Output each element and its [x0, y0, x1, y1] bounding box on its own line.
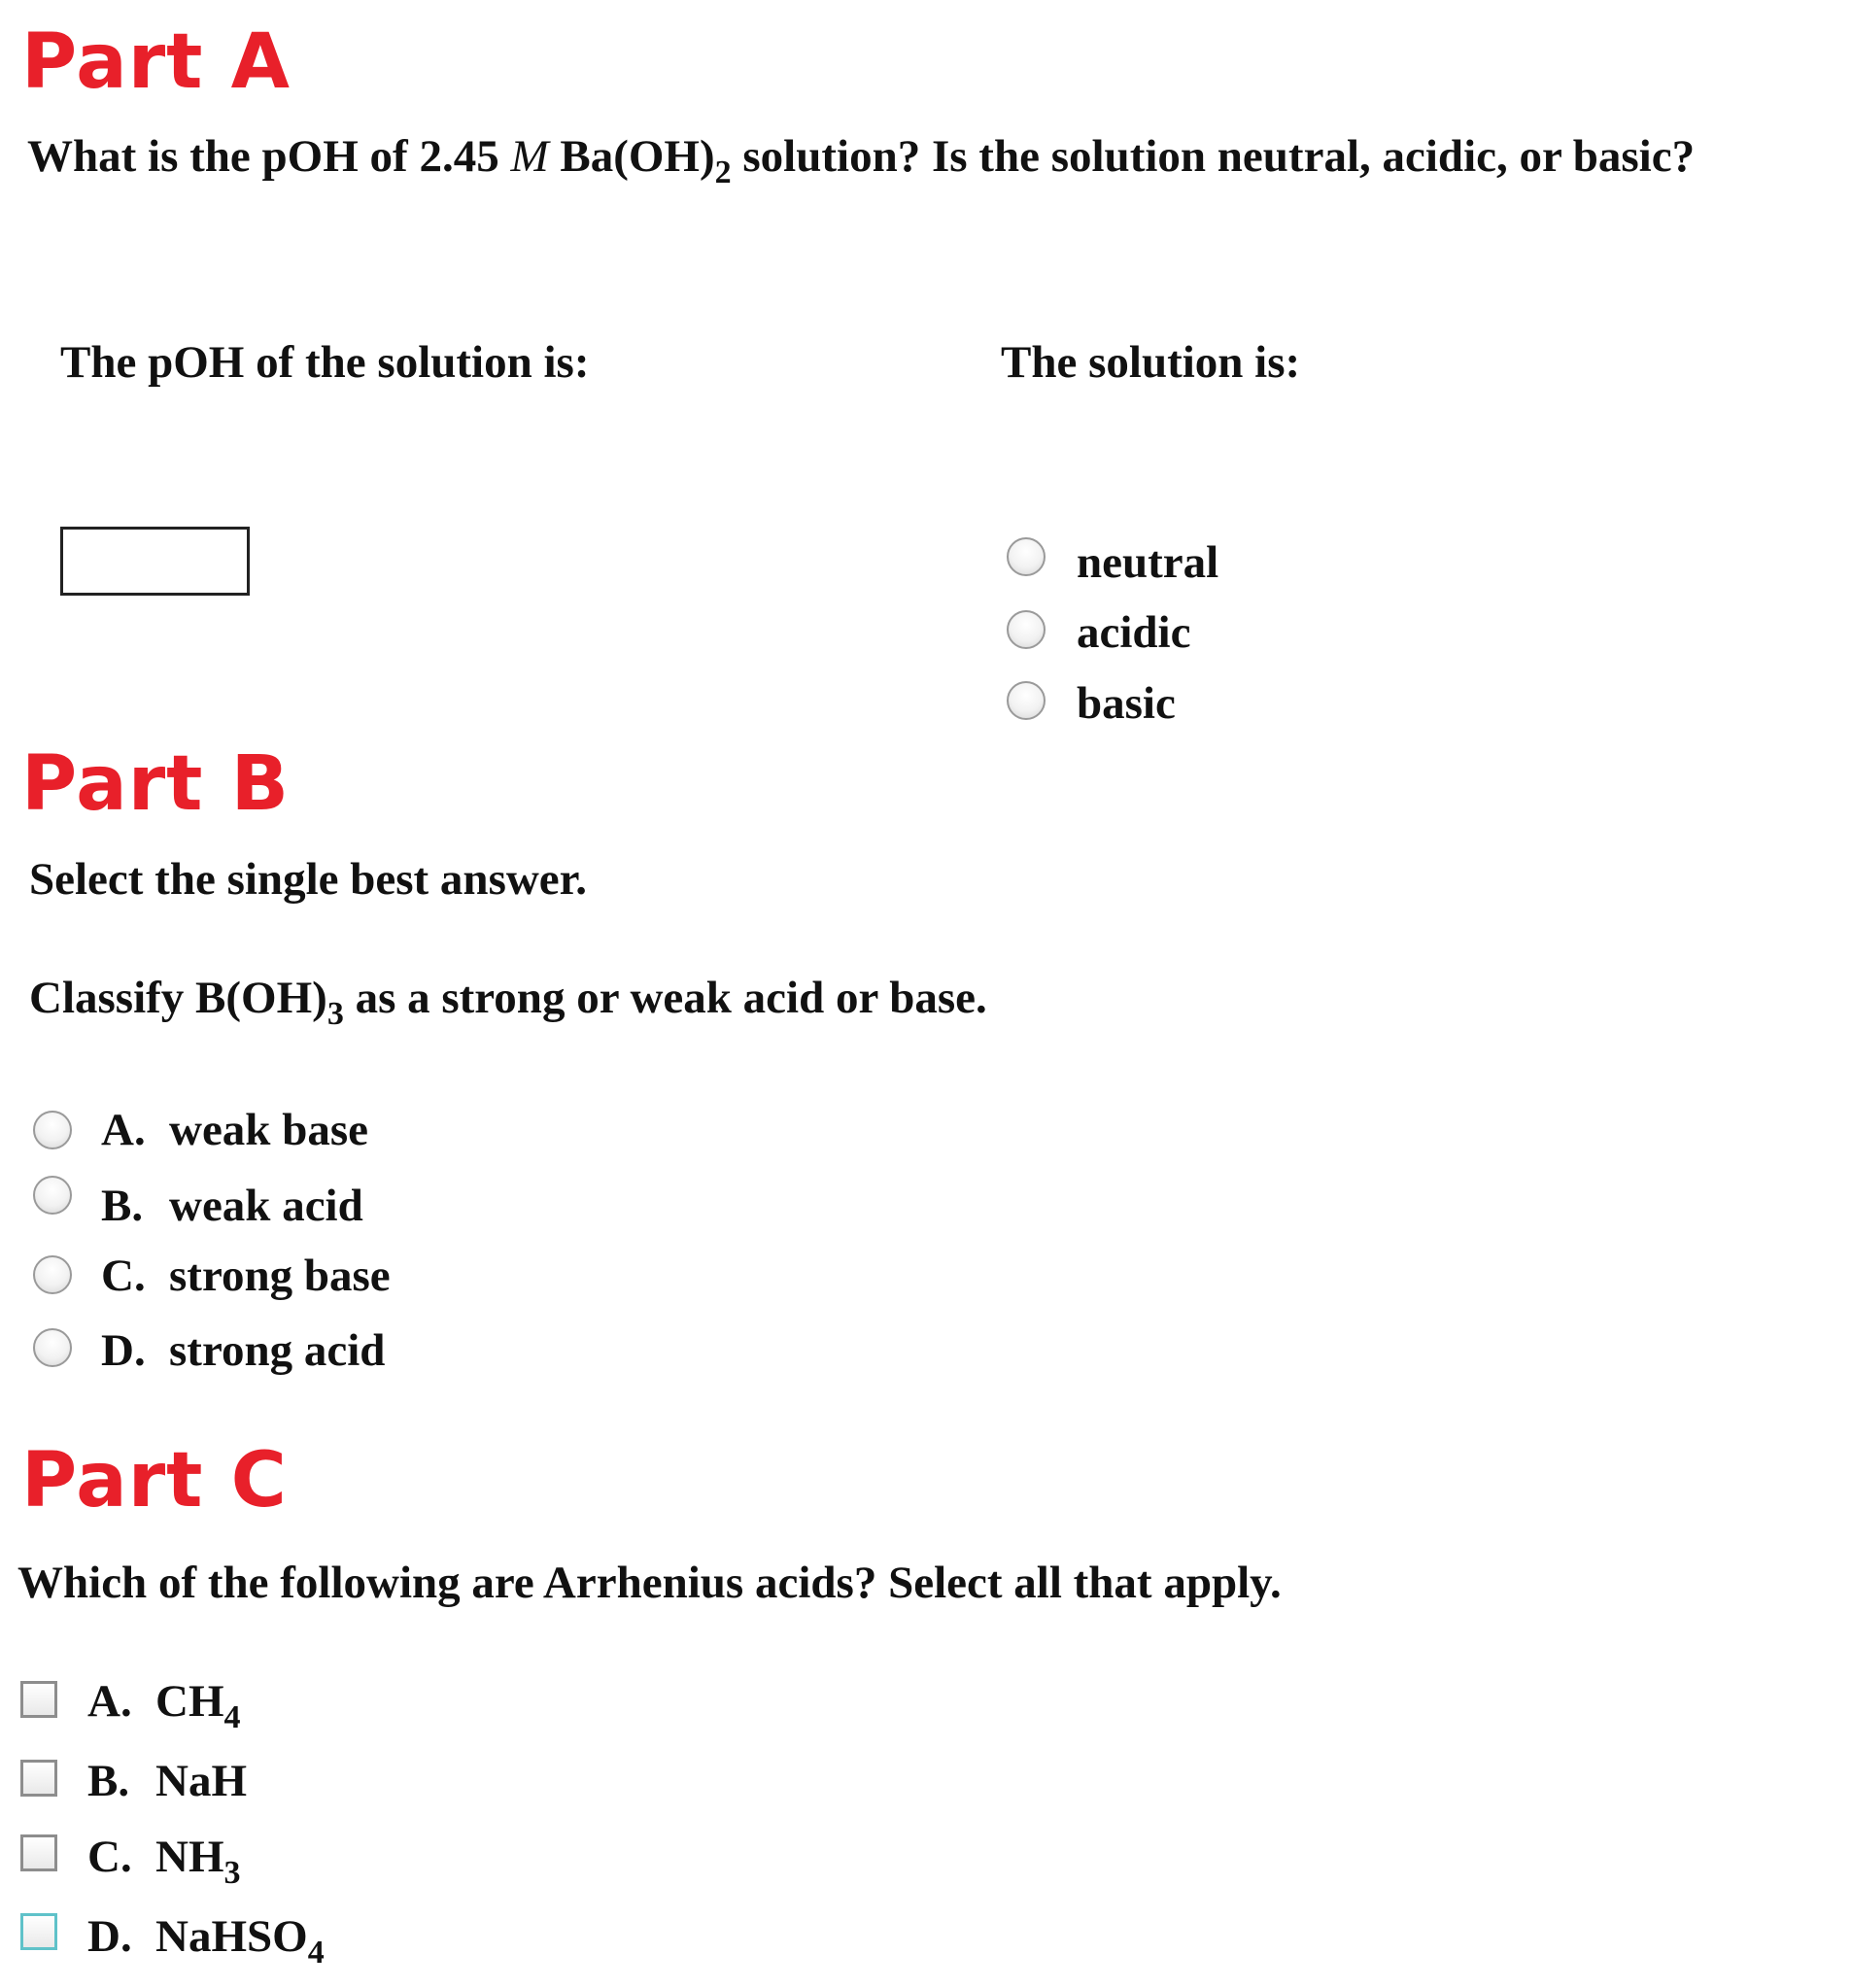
compound-name: Ba(OH)	[548, 131, 715, 182]
part-c-title: Part C	[21, 1437, 288, 1525]
option-letter: C.	[87, 1832, 132, 1882]
radio-option-b[interactable]	[33, 1176, 72, 1215]
formula-subscript: 4	[223, 1699, 241, 1735]
part-c-option-a-label	[87, 1676, 241, 1735]
radio-neutral[interactable]	[1007, 537, 1046, 576]
formula: NaH	[155, 1756, 247, 1806]
radio-option-d[interactable]	[33, 1328, 72, 1367]
formula: NH	[155, 1832, 224, 1882]
question-prefix: Classify B(OH)	[29, 973, 327, 1023]
question-prefix: What is the pOH of 2.45	[27, 131, 511, 182]
option-letter: B.	[101, 1181, 144, 1231]
checkbox-option-a[interactable]	[20, 1681, 57, 1718]
part-b-instruction: Select the single best answer.	[29, 854, 587, 905]
checkbox-option-c[interactable]	[20, 1834, 57, 1871]
checkbox-option-d[interactable]	[20, 1913, 57, 1950]
part-c-option-d-label	[87, 1911, 325, 1971]
part-c-option-c-label	[87, 1832, 241, 1891]
part-b-question	[29, 973, 987, 1032]
part-c-question: Which of the following are Arrhenius acids? Select all that apply.	[17, 1558, 1282, 1608]
radio-acidic[interactable]	[1007, 610, 1046, 649]
formula: NaHSO	[155, 1911, 308, 1962]
part-a-title: Part A	[21, 18, 291, 106]
option-letter: D.	[87, 1911, 132, 1962]
part-c-option-b-label	[87, 1756, 247, 1806]
part-b-title: Part B	[21, 740, 291, 828]
radio-option-c[interactable]	[33, 1255, 72, 1294]
formula-subscript: 3	[223, 1855, 241, 1891]
option-letter: A.	[101, 1105, 146, 1155]
option-text: strong base	[169, 1251, 391, 1301]
option-c-label	[101, 1253, 391, 1299]
option-letter: B.	[87, 1756, 130, 1806]
question-suffix: as a strong or weak acid or base.	[343, 973, 987, 1023]
option-basic-label: basic	[1077, 678, 1176, 729]
option-b-label	[101, 1183, 363, 1229]
checkbox-option-b[interactable]	[20, 1760, 57, 1797]
molarity-unit: M	[510, 131, 549, 182]
formula: CH	[155, 1676, 224, 1727]
question-suffix: solution? Is the solution neutral, acidic, or basic?	[731, 131, 1696, 182]
compound-subscript: 2	[714, 154, 732, 190]
option-letter: C.	[101, 1251, 146, 1301]
formula-subscript: 3	[326, 996, 344, 1032]
option-text: weak base	[169, 1105, 368, 1155]
option-text: weak acid	[169, 1181, 363, 1231]
solution-label: The solution is:	[1001, 337, 1301, 388]
option-acidic-label: acidic	[1077, 607, 1191, 658]
option-neutral-label: neutral	[1077, 537, 1219, 588]
option-a-label	[101, 1105, 368, 1155]
radio-basic[interactable]	[1007, 681, 1046, 720]
option-letter: A.	[87, 1676, 132, 1727]
part-a-question	[27, 131, 1696, 190]
poh-label: The pOH of the solution is:	[60, 337, 590, 388]
radio-option-a[interactable]	[33, 1111, 72, 1149]
formula-subscript: 4	[307, 1935, 325, 1971]
option-text: strong acid	[169, 1325, 386, 1376]
option-letter: D.	[101, 1325, 146, 1376]
option-d-label	[101, 1325, 386, 1376]
poh-answer-input[interactable]	[60, 527, 250, 596]
